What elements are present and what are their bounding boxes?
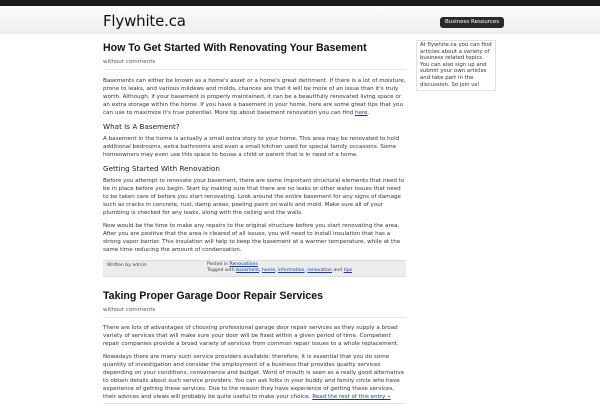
category-link[interactable]: Renovations [229,262,258,267]
site-title[interactable]: Flywhite.ca [103,12,186,30]
intro-text: Basements can either be known as a home's asset or a home's great detriment. If there is a lot of moisture, prone to leaks, and various mildews and molds, chances are that it will be more of an issue than it's truly worth. Although, if your basement is properly maintained, it can be a beautifully renovated living space or an extra storage within the home. If you have a basement in your home, here are some great tips that you can use to maximize it's true potential. More tip about basement renovation you can find [103,78,406,116]
paragraph: Before you attempt to renovate your basement, there are some important structural elements that need to be in place before you begin. Start by making sure that there are no leaks or other water issues that need to be taken care of before you start renovating. Look around the entire basement for any signs of damage such as cracks in concrete, rust, damp areas, peeling paint on walls and mold. Make sure all of your plumbing is checked for any leaks, along with the ceiling and the walls. [103,178,405,216]
paragraph: Now would be the time to make any repairs to the original structure before you start renovating the area. After you are positive that the area is cleared of all issues, you will need to install insulation that has a strong vapor barrier. This insulation will help to keep the basement at a warmer temperature, while at the same time reducing the amount of condensation. [103,223,401,253]
here-link[interactable]: here [354,110,368,116]
divider [103,317,406,318]
read-more-link[interactable]: Read the rest of this entry » [312,394,391,400]
comments-link[interactable]: without comments [103,59,156,65]
tag-link[interactable]: information [277,268,305,273]
tag-link[interactable]: basement [236,268,260,273]
post-categories: Posted in Renovations Tagged with basement, home, information, renovation and tips [207,262,353,273]
section-heading: What Is A Basement? [103,122,180,131]
intro-end: . [367,110,370,116]
comments-link[interactable]: without comments [103,307,156,313]
posted-in-label: Posted in [207,262,229,267]
nav-tab-business-resources[interactable]: Business Resources [440,17,504,28]
divider [103,69,406,70]
tagged-with-label: Tagged with [207,268,235,273]
post-2 [103,290,406,404]
paragraph: There are lots of advantages of choosing professional garage door repair services as they supply a broad variety of services that will make sure your door will be fixed within a given period of time. Competent repair companies provide a broad variety of services from common repair issues to a whole replacement. [103,325,399,347]
sidebar-about-text: At flywhite.ca you can find articles about a variety of business related topics. You can also sign up and submit your own articles and take part in the discussion. So join us! [416,40,496,91]
main-content [103,42,406,404]
tag-link[interactable]: tips [343,268,353,273]
sidebar [416,40,496,91]
author-text: Written by admin [107,263,147,268]
post-1 [103,42,406,277]
post-title[interactable]: How To Get Started With Renovating Your Basement [103,42,367,54]
paragraph [103,353,406,401]
post-footer [103,260,406,277]
tag-link[interactable]: home [262,268,276,273]
post-title[interactable]: Taking Proper Garage Door Repair Services [103,290,324,302]
post-intro-paragraph [103,77,406,117]
tag-link[interactable]: renovation [307,268,333,273]
paragraph-text: Nowadays there are many such service providers available; therefore, it is essential that you do some quantity of investigation and consider the employment of a business that provides quality services depending on your conditions, convenience and budget. Word of mouth is seen as a really good alternative to obtain details about such service providers. You can ask folks in your buddy and family circle who have experience of getting these services. Due to the reason they have experience of getting these services, their advices and views will probably be quite useful to make your choice. [103,354,405,400]
site-header [0,6,600,34]
paragraph: A basement in the home is actually a small extra story to your home. This area may be renovated to hold additional bedrooms, extra bathrooms and even a small kitchen used for special family occasions. Some homeowners may even use this space to house a child or parent that is in need of a home. [103,136,400,158]
section-heading: Getting Started With Renovation [103,164,220,173]
